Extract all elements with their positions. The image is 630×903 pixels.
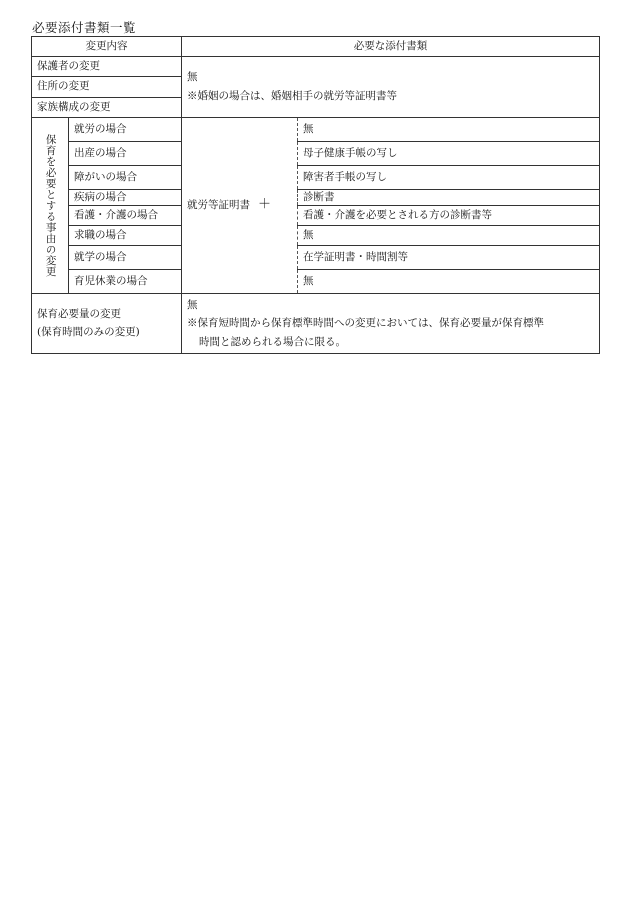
case-label: 求職の場合 — [69, 226, 182, 246]
case-doc: 無 — [298, 270, 600, 294]
case-label: 就労の場合 — [69, 118, 182, 142]
plus-icon: ＋ — [258, 197, 272, 213]
table-row — [32, 57, 600, 77]
table-row — [32, 142, 600, 166]
table-row — [32, 246, 600, 270]
page-title: 必要添付書類一覧 — [32, 20, 137, 35]
table-row — [32, 226, 600, 246]
amount-doc-line2: ※保育短時間から保育標準時間への変更においては、保育必要量が保育標準 — [187, 317, 544, 330]
table-header-row — [32, 37, 600, 57]
case-doc: 無 — [298, 226, 600, 246]
reason-group-label: 保育を必要とする事由の変更 — [32, 118, 69, 294]
table-row — [32, 206, 600, 226]
header-required-docs: 必要な添付書類 — [182, 37, 600, 57]
amount-doc-line1: 無 — [187, 298, 198, 311]
case-doc: 無 — [298, 118, 600, 142]
case-label: 障がいの場合 — [69, 166, 182, 190]
common-doc-cell — [182, 118, 298, 294]
case-doc: 障害者手帳の写し — [298, 166, 600, 190]
case-label: 看護・介護の場合 — [69, 206, 182, 226]
simple-rows-doc-cell — [182, 57, 600, 118]
table-row — [32, 118, 600, 142]
amount-label-line1: 保育必要量の変更 — [37, 307, 121, 320]
table-row — [32, 294, 600, 354]
simple-doc-line2: ※婚姻の場合は、婚姻相手の就労等証明書等 — [187, 90, 397, 102]
case-doc: 母子健康手帳の写し — [298, 142, 600, 166]
table-row — [32, 270, 600, 294]
case-doc: 看護・介護を必要とされる方の診断書等 — [298, 206, 600, 226]
table-row — [32, 166, 600, 190]
case-doc: 在学証明書・時間割等 — [298, 246, 600, 270]
simple-doc-line1: 無 — [187, 70, 198, 83]
amount-label-cell — [32, 294, 182, 354]
case-label: 就学の場合 — [69, 246, 182, 270]
table-row — [32, 190, 600, 206]
header-change-content: 変更内容 — [32, 37, 182, 57]
required-documents-table — [31, 36, 600, 354]
amount-label-line2: (保育時間のみの変更) — [37, 325, 140, 338]
row-label-address: 住所の変更 — [32, 77, 182, 98]
case-label: 疾病の場合 — [69, 190, 182, 206]
row-label-guardian: 保護者の変更 — [32, 57, 182, 77]
case-label: 出産の場合 — [69, 142, 182, 166]
row-label-family: 家族構成の変更 — [32, 98, 182, 118]
case-label: 育児休業の場合 — [69, 270, 182, 294]
amount-doc-cell — [182, 294, 600, 354]
common-doc: 就労等証明書 — [187, 199, 250, 212]
case-doc: 診断書 — [298, 190, 600, 206]
amount-doc-line3: 時間と認められる場合に限る。 — [199, 335, 346, 348]
